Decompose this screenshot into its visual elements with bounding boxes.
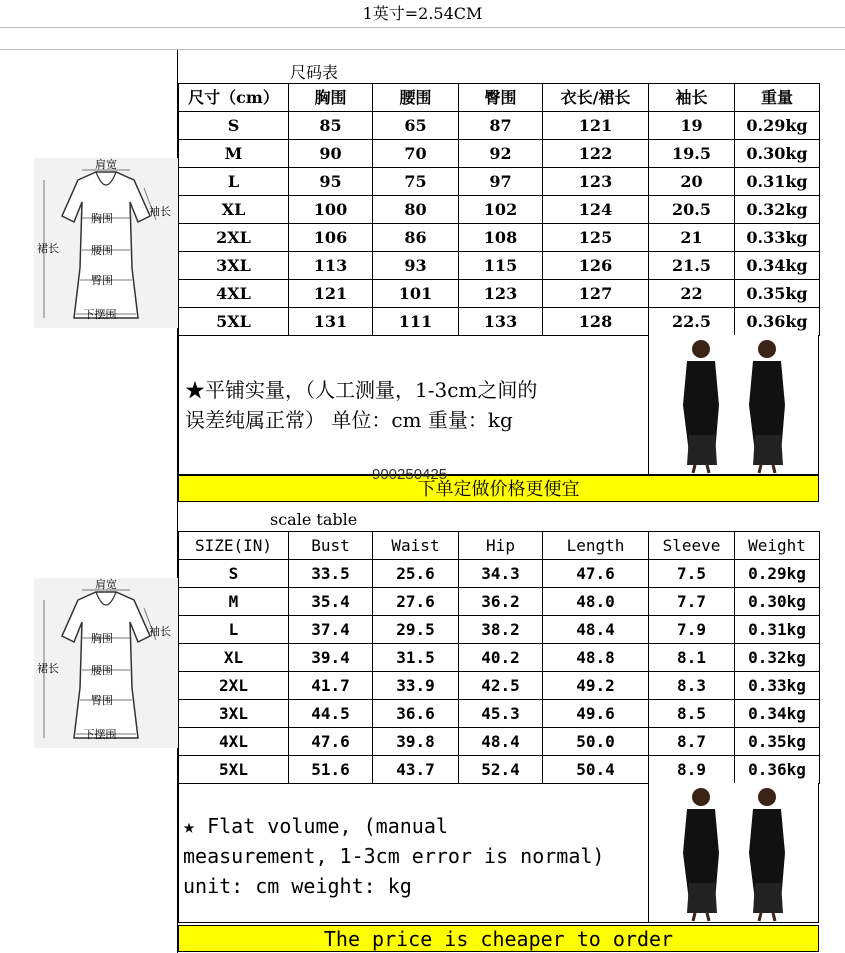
table-cell: 42.5	[459, 672, 543, 700]
table-cell: 29.5	[373, 616, 459, 644]
table-cell: 121	[289, 280, 373, 308]
cn-table-caption: 尺码表	[290, 63, 339, 82]
table-cell: 34.3	[459, 560, 543, 588]
cn-size-table	[178, 83, 820, 336]
diagram-label-bust: 胸围	[91, 212, 113, 225]
diagram-label-hem: 下摆围	[83, 728, 117, 741]
table-header-cell: 胸围	[289, 84, 373, 112]
table-cell: 7.9	[649, 616, 735, 644]
diagram-label-waist: 腰围	[91, 664, 113, 677]
dress-models-icon	[649, 335, 819, 475]
table-cell: 0.29kg	[735, 112, 820, 140]
table-cell: XL	[179, 196, 289, 224]
table-cell: 121	[543, 112, 649, 140]
table-cell: 65	[373, 112, 459, 140]
table-cell: 37.4	[289, 616, 373, 644]
table-header-cell: SIZE(IN)	[179, 532, 289, 560]
table-cell: 19	[649, 112, 735, 140]
table-cell: 48.4	[543, 616, 649, 644]
table-cell: 21	[649, 224, 735, 252]
table-cell: 93	[373, 252, 459, 280]
table-cell: M	[179, 140, 289, 168]
table-row	[179, 168, 820, 196]
table-row	[179, 728, 820, 756]
table-cell: 8.3	[649, 672, 735, 700]
cn-order-banner: 下单定做价格更便宜	[178, 475, 819, 502]
table-row	[179, 644, 820, 672]
diagram-label-sleeve: 袖长	[149, 625, 171, 638]
table-cell: 33.5	[289, 560, 373, 588]
table-cell: 5XL	[179, 308, 289, 336]
table-cell: 85	[289, 112, 373, 140]
diagram-label-hem: 下摆围	[83, 308, 117, 321]
table-cell: 22.5	[649, 308, 735, 336]
table-cell: 0.33kg	[735, 224, 820, 252]
table-header-cell: 尺寸（cm）	[179, 84, 289, 112]
table-cell: 47.6	[543, 560, 649, 588]
table-cell: S	[179, 112, 289, 140]
table-cell: 128	[543, 308, 649, 336]
dress-outline-icon	[34, 578, 178, 748]
table-cell: 7.5	[649, 560, 735, 588]
table-row	[179, 196, 820, 224]
table-cell: 131	[289, 308, 373, 336]
table-header-cell: 重量	[735, 84, 820, 112]
table-cell: 36.6	[373, 700, 459, 728]
dress-diagram-top	[34, 158, 178, 328]
table-cell: 95	[289, 168, 373, 196]
table-cell: L	[179, 616, 289, 644]
table-cell: M	[179, 588, 289, 616]
table-cell: 126	[543, 252, 649, 280]
table-header-cell: Sleeve	[649, 532, 735, 560]
table-cell: XL	[179, 644, 289, 672]
table-cell: 50.0	[543, 728, 649, 756]
diagram-label-sleeve: 袖长	[149, 205, 171, 218]
table-cell: 102	[459, 196, 543, 224]
product-code-stamp: 900250425	[372, 466, 448, 483]
table-row	[179, 308, 820, 336]
table-cell: 111	[373, 308, 459, 336]
table-cell: 113	[289, 252, 373, 280]
table-cell: 70	[373, 140, 459, 168]
table-cell: 5XL	[179, 756, 289, 784]
table-cell: 39.4	[289, 644, 373, 672]
table-cell: 108	[459, 224, 543, 252]
table-cell: 0.29kg	[735, 560, 820, 588]
table-cell: 92	[459, 140, 543, 168]
dress-diagram-bottom	[34, 578, 178, 748]
table-cell: 38.2	[459, 616, 543, 644]
table-header-cell: Bust	[289, 532, 373, 560]
table-cell: 0.32kg	[735, 196, 820, 224]
diagram-label-waist: 腰围	[91, 244, 113, 257]
table-cell: 0.30kg	[735, 140, 820, 168]
table-cell: 0.36kg	[735, 756, 820, 784]
table-cell: 2XL	[179, 672, 289, 700]
table-header-cell: 腰围	[373, 84, 459, 112]
table-cell: 101	[373, 280, 459, 308]
dress-outline-icon	[34, 158, 178, 328]
en-note-line1: ★ Flat volume, (manual	[183, 814, 448, 838]
table-cell: S	[179, 560, 289, 588]
table-cell: 122	[543, 140, 649, 168]
table-cell: 0.36kg	[735, 308, 820, 336]
table-cell: 51.6	[289, 756, 373, 784]
table-cell: 0.31kg	[735, 616, 820, 644]
table-row	[179, 280, 820, 308]
en-order-banner: The price is cheaper to order	[178, 925, 819, 952]
table-cell: 48.8	[543, 644, 649, 672]
table-header-cell: Hip	[459, 532, 543, 560]
table-cell: 7.7	[649, 588, 735, 616]
table-cell: 0.34kg	[735, 700, 820, 728]
table-cell: 21.5	[649, 252, 735, 280]
table-cell: 48.4	[459, 728, 543, 756]
cn-note-line1: ★平铺实量，（人工测量，1-3cm之间的	[185, 378, 538, 402]
table-cell: 0.31kg	[735, 168, 820, 196]
table-row	[179, 588, 820, 616]
table-cell: 20.5	[649, 196, 735, 224]
table-row	[179, 616, 820, 644]
en-size-table	[178, 531, 820, 784]
table-cell: 0.30kg	[735, 588, 820, 616]
table-cell: 0.32kg	[735, 644, 820, 672]
table-cell: 25.6	[373, 560, 459, 588]
table-cell: 47.6	[289, 728, 373, 756]
table-cell: 97	[459, 168, 543, 196]
table-header-cell: 臀围	[459, 84, 543, 112]
table-cell: 86	[373, 224, 459, 252]
table-cell: 123	[543, 168, 649, 196]
table-cell: 41.7	[289, 672, 373, 700]
table-cell: 4XL	[179, 280, 289, 308]
table-cell: 3XL	[179, 700, 289, 728]
table-cell: 0.35kg	[735, 728, 820, 756]
diagram-label-length: 裙长	[37, 662, 59, 675]
table-row	[179, 112, 820, 140]
table-cell: 35.4	[289, 588, 373, 616]
table-cell: 31.5	[373, 644, 459, 672]
table-header-cell: 袖长	[649, 84, 735, 112]
table-row	[179, 560, 820, 588]
table-cell: 43.7	[373, 756, 459, 784]
table-cell: 44.5	[289, 700, 373, 728]
table-cell: 87	[459, 112, 543, 140]
table-cell: 8.9	[649, 756, 735, 784]
table-cell: 133	[459, 308, 543, 336]
table-cell: 123	[459, 280, 543, 308]
table-cell: 8.1	[649, 644, 735, 672]
table-cell: 90	[289, 140, 373, 168]
table-cell: 3XL	[179, 252, 289, 280]
table-cell: 100	[289, 196, 373, 224]
table-header-row	[179, 84, 820, 112]
table-cell: 50.4	[543, 756, 649, 784]
table-cell: 106	[289, 224, 373, 252]
table-row	[179, 140, 820, 168]
table-cell: 48.0	[543, 588, 649, 616]
cn-note-box	[178, 335, 819, 475]
conversion-header: 1英寸=2.54CM	[0, 0, 845, 28]
table-cell: 4XL	[179, 728, 289, 756]
table-cell: 49.6	[543, 700, 649, 728]
table-cell: 124	[543, 196, 649, 224]
diagram-label-hip: 臀围	[91, 694, 113, 707]
table-cell: 8.5	[649, 700, 735, 728]
diagram-label-bust: 胸围	[91, 632, 113, 645]
table-cell: 80	[373, 196, 459, 224]
diagram-label-shoulder: 肩宽	[95, 158, 117, 171]
table-cell: 39.8	[373, 728, 459, 756]
table-row	[179, 756, 820, 784]
dress-models-icon	[649, 783, 819, 923]
table-cell: 8.7	[649, 728, 735, 756]
en-table-caption: scale table	[270, 510, 358, 529]
table-cell: 127	[543, 280, 649, 308]
table-header-cell: Waist	[373, 532, 459, 560]
table-row	[179, 224, 820, 252]
table-cell: 0.35kg	[735, 280, 820, 308]
table-cell: 49.2	[543, 672, 649, 700]
table-header-cell: Weight	[735, 532, 820, 560]
table-cell: 33.9	[373, 672, 459, 700]
table-cell: L	[179, 168, 289, 196]
table-cell: 45.3	[459, 700, 543, 728]
table-cell: 0.34kg	[735, 252, 820, 280]
blank-row	[0, 28, 845, 50]
en-note-line3: unit: cm weight: kg	[183, 874, 412, 898]
table-cell: 75	[373, 168, 459, 196]
table-header-cell: Length	[543, 532, 649, 560]
diagram-label-shoulder: 肩宽	[95, 578, 117, 591]
diagram-label-length: 裙长	[37, 242, 59, 255]
table-header-cell: 衣长/裙长	[543, 84, 649, 112]
table-row	[179, 700, 820, 728]
cn-note-line2: 误差纯属正常） 单位：cm 重量：kg	[185, 408, 513, 432]
diagram-label-hip: 臀围	[91, 274, 113, 287]
dress-photo	[648, 783, 818, 922]
table-header-row	[179, 532, 820, 560]
table-cell: 115	[459, 252, 543, 280]
table-cell: 52.4	[459, 756, 543, 784]
table-cell: 36.2	[459, 588, 543, 616]
table-cell: 20	[649, 168, 735, 196]
table-row	[179, 672, 820, 700]
table-cell: 125	[543, 224, 649, 252]
table-cell: 0.33kg	[735, 672, 820, 700]
dress-photo	[648, 335, 818, 474]
table-cell: 2XL	[179, 224, 289, 252]
table-cell: 19.5	[649, 140, 735, 168]
en-note-box	[178, 783, 819, 923]
table-row	[179, 252, 820, 280]
table-cell: 40.2	[459, 644, 543, 672]
table-cell: 22	[649, 280, 735, 308]
table-cell: 27.6	[373, 588, 459, 616]
en-note-line2: measurement, 1-3cm error is normal)	[183, 844, 605, 868]
